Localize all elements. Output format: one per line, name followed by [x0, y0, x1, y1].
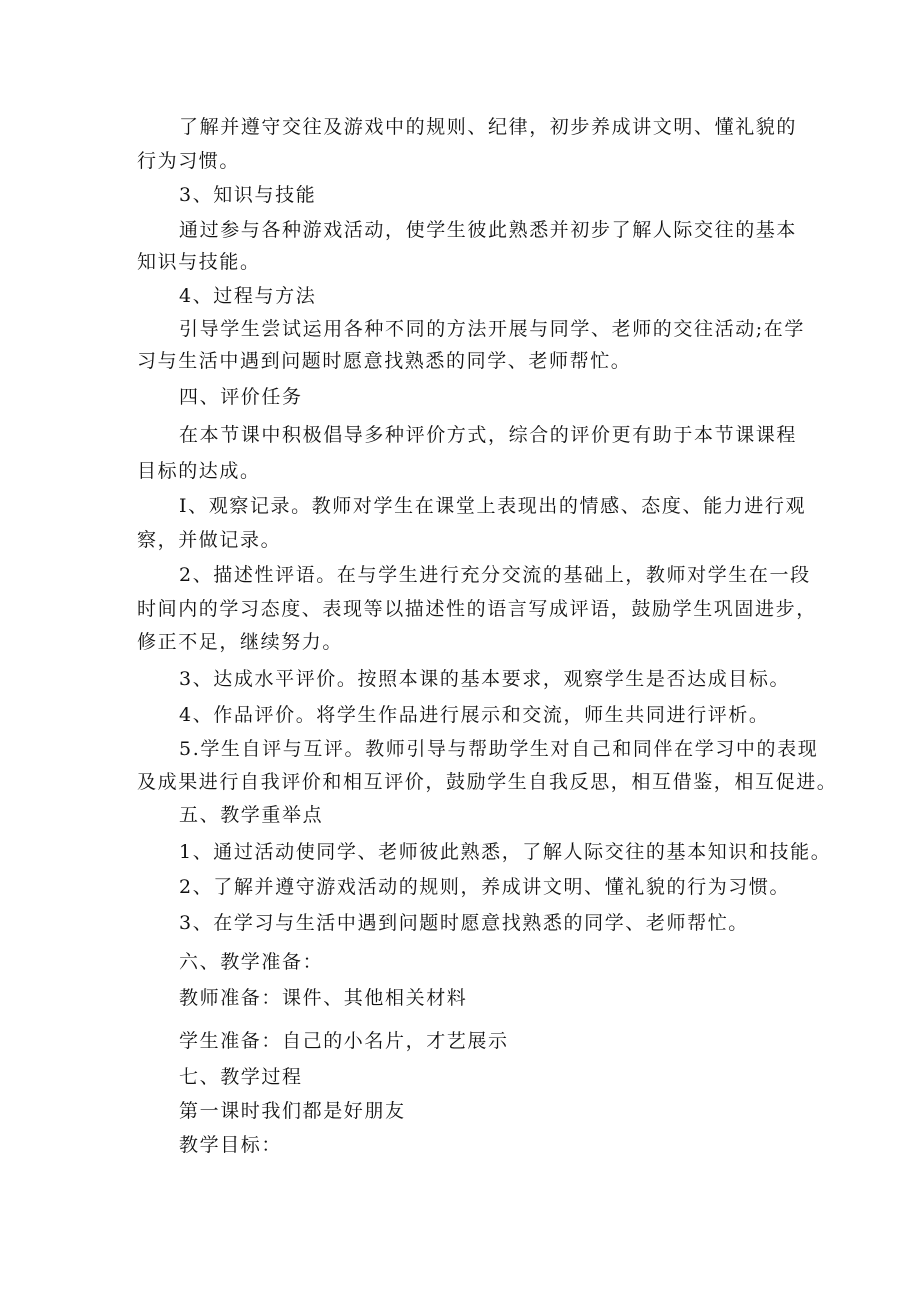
paragraph-line: 2、了解并遵守游戏活动的规则，养成讲文明、懂礼貌的行为习惯。: [179, 876, 791, 898]
section-heading: 七、教学过程: [179, 1066, 303, 1088]
paragraph-line: 教学目标：: [179, 1134, 283, 1156]
paragraph-line: 时间内的学习态度、表现等以描述性的语言写成评语，鼓励学生巩固进步，: [137, 598, 817, 620]
paragraph-line: 习与生活中遇到问题时愿意找熟悉的同学、老师帮忙。: [137, 350, 632, 372]
subheading: 3、知识与技能: [179, 184, 317, 206]
paragraph-line: I、观察记录。教师对学生在课堂上表现出的情感、态度、能力进行观: [179, 495, 807, 517]
paragraph-line: 修正不足，继续努力。: [137, 631, 344, 653]
subheading: 4、过程与方法: [179, 285, 317, 307]
paragraph-line: 了解并遵守交往及游戏中的规则、纪律，初步养成讲文明、懂礼貌的: [179, 116, 798, 138]
paragraph-line: 及成果进行自我评价和相互评价，鼓励学生自我反思，相互借鉴，相互促进。: [137, 771, 838, 793]
section-heading: 六、教学准备：: [179, 951, 324, 973]
paragraph-line: 学生准备：自己的小名片，才艺展示: [179, 1030, 509, 1052]
paragraph-line: 察，并做记录。: [137, 529, 282, 551]
paragraph-line: 通过参与各种游戏活动，使学生彼此熟悉并初步了解人际交往的基本: [179, 219, 798, 241]
section-heading: 五、教学重举点: [179, 804, 324, 826]
paragraph-line: 知识与技能。: [137, 251, 261, 273]
paragraph-line: 第一课时我们都是好朋友: [179, 1100, 406, 1122]
paragraph-line: 1、通过活动使同学、老师彼此熟悉，了解人际交往的基本知识和技能。: [179, 841, 832, 863]
paragraph-line: 3、在学习与生活中遇到问题时愿意找熟悉的同学、老师帮忙。: [179, 912, 749, 934]
paragraph-line: 5.学生自评与互评。教师引导与帮助学生对自己和同伴在学习中的表现: [179, 738, 819, 760]
paragraph-line: 教师准备：课件、其他相关材料: [179, 987, 468, 1009]
paragraph-line: 在本节课中积极倡导多种评价方式，综合的评价更有助于本节课课程: [179, 424, 798, 446]
paragraph-line: 行为习惯。: [137, 150, 241, 172]
paragraph-line: 2、描述性评语。在与学生进行充分交流的基础上，教师对学生在一段: [179, 564, 811, 586]
section-heading: 四、评价任务: [179, 386, 303, 408]
paragraph-line: 引导学生尝试运用各种不同的方法开展与同学、老师的交往活动;在学: [179, 318, 806, 340]
paragraph-line: 目标的达成。: [137, 460, 261, 482]
paragraph-line: 3、达成水平评价。按照本课的基本要求，观察学生是否达成目标。: [179, 668, 791, 690]
paragraph-line: 4、作品评价。将学生作品进行展示和交流，师生共同进行评析。: [179, 704, 770, 726]
